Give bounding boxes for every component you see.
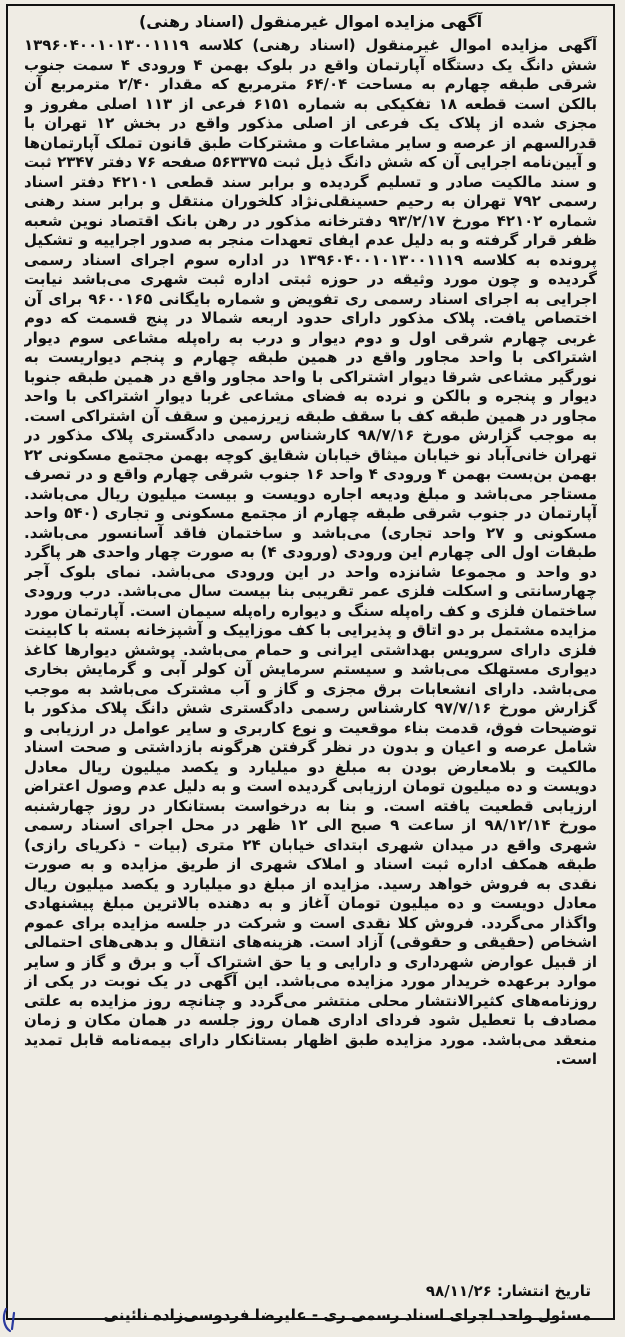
handwritten-mark-icon (0, 1305, 40, 1335)
notice-frame (6, 4, 615, 1324)
publish-date: تاریخ انتشار: ۹۸/۱۱/۲۶ (425, 1282, 591, 1300)
signature-line: مسئول واحد اجرای اسناد رسمی ری - علیرضا فردوسی‌زاده نائینی (103, 1306, 591, 1324)
notice-title: آگهی مزایده اموال غیرمنقول (اسناد رهنی) (138, 12, 483, 31)
notice-body: آگهی مزایده اموال غیرمنقول (اسناد رهنی) کلاسه ۱۳۹۶۰۴۰۰۱۰۱۳۰۰۱۱۱۹ شش دانگ یک دستگاه آپارتمان واقع در بلوک بهمن ۴ ورودی ۴ سمت جنوب شرقی طبقه چهارم به مساحت ۶۴/۰۴ مترمربع که مقدار ۲/۴۰ مترمربع آن بالکن است قطعه ۱۸ تفکیکی به شماره ۶۱۵۱ فرعی از ۱۱۳ اصلی مفروز و مجزی شده از پلاک یک فرعی از اصلی مذکور واقع در بخش ۱۲ تهران با قدرالسهم از عرصه و سایر مشاعات و مشترکات طبق قانون تملک آپارتمان‌ها و آیین‌نامه اجرایی آن که شش دانگ ذیل ثبت ۵۶۳۳۷۵ صفحه ۷۶ دفتر ۲۳۴۷ ثبت و سند مالکیت صادر و تسلیم گردیده و برابر سند قطعی ۴۲۱۰۱ دفتر اسناد رسمی ۷۹۲ تهران به رحیم حسینقلی‌نژاد کلخوران منتقل و برابر سند رهنی شماره ۴۲۱۰۲ مورخ ۹۳/۲/۱۷ دفترخانه مذکور در رهن بانک اقتصاد نوین شعبه ظفر قرار گرفته و به دلیل عدم ایفای تعهدات منجر به صدور اجراییه و تشکیل پرونده به کلاسه ۱۳۹۶۰۴۰۰۱۰۱۳۰۰۱۱۱۹ در اداره سوم اجرای اسناد رسمی گردیده و چون مورد وثیقه در حوزه ثبتی اداره ثبت شهری می‌باشد نیابت اجرایی به اجرای اسناد رسمی ری تفویض و شماره بایگانی ۹۶۰۰۱۶۵ برای آن اختصاص یافت. پلاک مذکور دارای حدود اربعه شمالا در پنج قسمت که دوم غربی چهارم شرقی اول و دوم دیوار و درب به راه‌پله مشاعی سوم دیوار اشتراکی با واحد مجاور واقع در همین طبقه چهارم و پنجم دیواریست به نورگیر مشاعی شرقا دیوار اشتراکی با واحد مجاور واقع در همین طبقه جنوبا دیوار و پنجره و بالکن و نرده به فضای مشاعی غربا دیوار اشتراکی با واحد مجاور در همین طبقه کف با سقف طبقه زیرزمین و سقف آن اشتراکی است. به موجب گزارش مورخ ۹۸/۷/۱۶ کارشناس رسمی دادگستری پلاک مذکور در تهران خانی‌آباد نو خیابان میثاق خیابان شقایق کوچه بهمن مجتمع مسکونی ۲۲ بهمن بن‌بست بهمن ۴ ورودی ۴ واحد ۱۶ جنوب شرقی چهارم واقع و در تصرف مستاجر می‌باشد و مبلغ ودیعه اجاره دویست و بیست میلیون ریال می‌باشد. آپارتمان در جنوب شرقی طبقه چهارم از مجتمع مسکونی و تجاری (۵۴۰ واحد مسکونی و ۲۷ واحد تجاری) می‌باشد و ساختمان فاقد آسانسور می‌باشد. طبقات اول الی چهارم این ورودی (ورودی ۴) به صورت چهار واحدی هر پاگرد دو واحد و مجموعا شانزده واحد در این ورودی می‌باشد. نمای بلوک آجر چهارسانتی و اسکلت فلزی عمر تقریبی بنا بیست سال می‌باشد. درب ورودی ساختمان فلزی و کف راه‌پله سنگ و دیواره راه‌پله سیمان است. آپارتمان مورد مزایده مشتمل بر دو اتاق و پذیرایی با کف موزاییک و آشپزخانه بسته با کابینت فلزی دارای سرویس بهداشتی ایرانی و حمام می‌باشد. پوشش دیوارها کاغذ دیواری مستهلک می‌باشد و سیستم سرمایش آن کولر آبی و گرمایش بخاری می‌باشد. دارای انشعابات برق مجزی و گاز و آب مشترک می‌باشد به موجب گزارش مورخ ۹۷/۷/۱۶ کارشناس رسمی دادگستری شش دانگ پلاک مذکور با توضیحات فوق، قدمت بناء موقعیت و نوع کاربری و سایر عوامل در ارزیابی و شامل عرصه و اعیان و بدون در نظر گرفتن هرگونه بازداشتی و صحت اسناد مالکیت و بلامعارض بودن به مبلغ دو میلیارد و یکصد میلیون ریال معادل دویست و ده میلیون تومان ارزیابی گردیده است و به دلیل عدم وصول اعتراض ارزیابی قطعیت یافته است. و بنا به درخواست بستانکار در روز چهارشنبه مورخ ۹۸/۱۲/۱۴ از ساعت ۹ صبح الی ۱۲ ظهر در محل اجرای اسناد رسمی شهری واقع در میدان شهری ابتدای خیابان ۲۴ متری (بیات - ذکریای رازی) طبقه همکف اداره ثبت اسناد و املاک شهری از طریق مزایده و به صورت نقدی به فروش خواهد رسید. مزایده از مبلغ دو میلیارد و یکصد میلیون ریال معادل دویست و ده میلیون تومان آغاز و به دهنده بالاترین مبلغ پیشنهادی واگذار می‌گردد. فروش کلا نقدی است و شرکت در جلسه مزایده برای عموم اشخاص (حقیقی و حقوقی) آزاد است. هزینه‌های انتقال و بدهی‌های احتمالی از قبیل عوارض شهرداری و دارایی و یا حق اشتراک آب و برق و گاز و سایر موارد برعهده خریدار مورد مزایده می‌باشد. این آگهی در یک نوبت در یکی از روزنامه‌های کثیرالانتشار محلی منتشر می‌گردد و چنانچه روز مزایده به علتی مصادف با تعطیل شود فردای اداری همان روز جلسه در همان مکان و زمان منعقد می‌باشد. مورد مزایده طبق اظهار بستانکار دارای بیمه‌نامه قابل تمدید است. (24, 36, 597, 1068)
